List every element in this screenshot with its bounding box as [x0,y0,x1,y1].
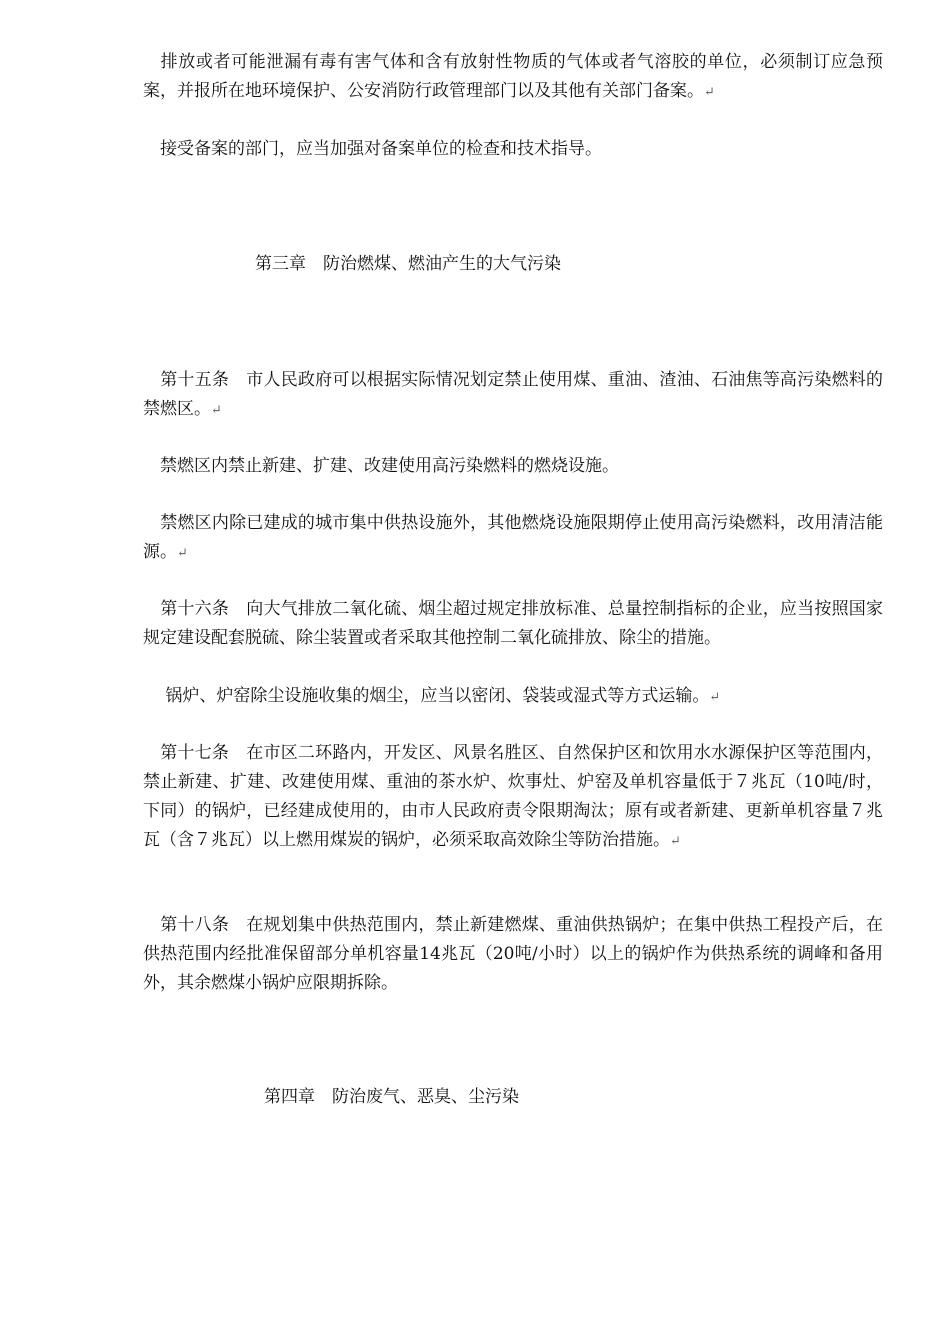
paragraph-text: 第十八条 在规划集中供热范围内，禁止新建燃煤、重油供热锅炉；在集中供热工程投产后，在供热范围内经批准保留部分单机容量14兆瓦（20吨/小时）以上的锅炉作为供热系统的调峰和备用外，其余燃煤小锅炉应限期拆除。 [143,915,883,993]
paragraph-mark-icon: ↵ [670,834,681,849]
paragraph-dust-transport [143,682,883,712]
paragraph-text: 第十七条 在市区二环路内，开发区、风景名胜区、自然保护区和饮用水水源保护区等范围内，禁止新建、扩建、改建使用煤、重油的茶水炉、炊事灶、炉窑及单机容量低于７兆瓦（10吨/时，下同）的锅炉，已经建成使用的，由市人民政府责令限期淘汰；原有或者新建、更新单机容量７兆瓦（含７兆瓦）以上燃用煤炭的锅炉，必须采取高效除尘等防治措施。 [143,743,883,850]
paragraph-mark-icon: ↵ [211,403,222,418]
paragraph-text: 禁燃区内禁止新建、扩建、改建使用高污染燃料的燃烧设施。 [143,456,619,476]
paragraph-mark-icon: ↵ [177,546,188,561]
paragraph-emergency-plan [143,48,883,107]
article-eighteen [143,911,883,999]
paragraph-mark-icon: ↵ [709,690,721,705]
paragraph-filing-department [143,135,883,165]
article-seventeen [143,739,883,856]
paragraph-no-burn-zone-clean-energy [143,509,883,568]
paragraph-text: 第十五条 市人民政府可以根据实际情况划定禁止使用煤、重油、渣油、石油焦等高污染燃料的禁燃区。 [143,370,883,419]
article-fifteen [143,366,883,425]
chapter-four-heading: 第四章 防治废气、恶臭、尘污染 [264,1087,519,1107]
paragraph-text: 第十六条 向大气排放二氧化硫、烟尘超过规定排放标准、总量控制指标的企业，应当按照国家规定建设配套脱硫、除尘装置或者采取其他控制二氧化硫排放、除尘的措施。 [143,599,883,648]
paragraph-text: 排放或者可能泄漏有毒有害气体和含有放射性物质的气体或者气溶胶的单位，必须制订应急预案，并报所在地环境保护、公安消防行政管理部门以及其他有关部门备案。 [143,52,883,101]
paragraph-mark-icon: ↵ [704,85,715,100]
paragraph-text: 接受备案的部门，应当加强对备案单位的检查和技术指导。 [143,139,602,159]
paragraph-no-burn-zone-ban [143,452,883,482]
paragraph-text: 锅炉、炉窑除尘设施收集的烟尘，应当以密闭、袋装或湿式等方式运输。 [143,686,710,706]
paragraph-text: 禁燃区内除已建成的城市集中供热设施外，其他燃烧设施限期停止使用高污染燃料，改用清洁能源。 [143,513,883,562]
article-sixteen [143,595,883,654]
chapter-three-heading: 第三章 防治燃煤、燃油产生的大气污染 [255,254,561,274]
